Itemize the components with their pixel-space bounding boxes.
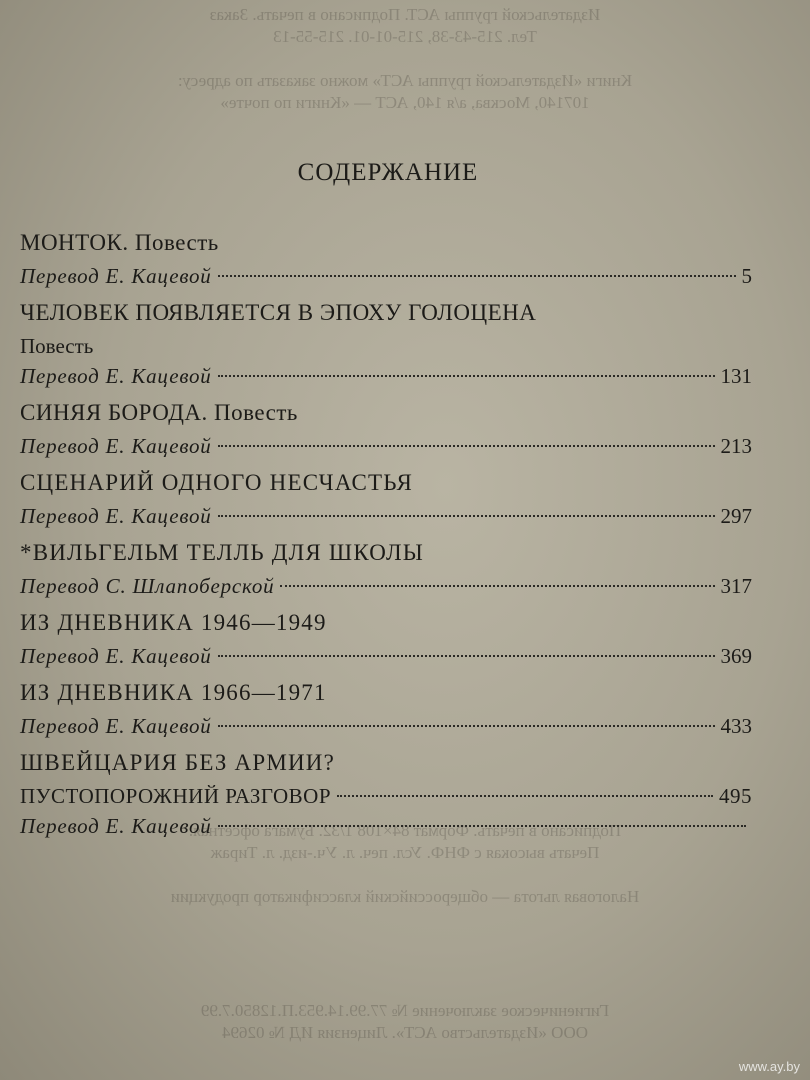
toc-entry-title: ШВЕЙЦАРИЯ БЕЗ АРМИИ? (20, 750, 336, 775)
toc-entry-line (20, 361, 752, 391)
toc-page-number: 369 (720, 644, 752, 668)
toc-entry-line (20, 811, 752, 841)
dot-leader (218, 275, 736, 277)
toc-page-number: 495 (719, 784, 752, 808)
toc-translator: Перевод Е. Кацевой (20, 264, 212, 288)
toc-entry-line (20, 571, 752, 601)
toc-translator: Перевод Е. Кацевой (20, 814, 212, 838)
toc-entry-montauk (20, 225, 752, 291)
toc-entry-title: СИНЯЯ БОРОДА. Повесть (20, 400, 298, 425)
toc-translator: Перевод Е. Кацевой (20, 504, 212, 528)
toc-page-number: 5 (741, 264, 752, 288)
dot-leader (218, 515, 715, 517)
bleed-through-middle: Подписано в печать. Формат 84×108 1/32. Бумага офсетная. Печать высокая с ФНФ. Усл. печ. л. Уч.-изд. л. Тираж Налоговая льгота — общероссийский классификатор продукции (170, 821, 640, 906)
dot-leader (337, 795, 713, 797)
toc-translator: Перевод Е. Кацевой (20, 364, 212, 388)
bleed-through-top: Издательской группы АСТ. Подписано в печать. Заказ Тел. 215-43-38, 215-01-01. 215-55-13 Книги «Издательской группы АСТ» можно заказать по адресу: 107140, Москва, а/я 140, АСТ — «Книги по почте» (177, 5, 633, 112)
toc-entry-subtitle: ПУСТОПОРОЖНИЙ РАЗГОВОР (20, 784, 332, 808)
dot-leader (218, 725, 715, 727)
dot-leader (218, 825, 746, 827)
page-title: СОДЕРЖАНИЕ (297, 158, 479, 186)
toc-translator: Перевод С. Шлапоберской (20, 574, 275, 598)
toc-entry-wilhelm-tell (20, 535, 752, 601)
toc-page-number: 433 (720, 714, 752, 738)
toc-entry-title: ЧЕЛОВЕК ПОЯВЛЯЕТСЯ В ЭПОХУ ГОЛОЦЕНА (20, 300, 537, 325)
watermark: www.ay.by (738, 1059, 800, 1074)
toc-entry-bluebeard (20, 395, 752, 461)
toc-entry-diary-1966 (20, 675, 752, 741)
toc-translator: Перевод Е. Кацевой (20, 714, 212, 738)
toc-entry-line (20, 431, 752, 461)
dot-leader (280, 585, 714, 587)
toc-entry-line (20, 711, 752, 741)
toc-translator: Перевод Е. Кацевой (20, 644, 212, 668)
toc-entry-holocene (20, 295, 752, 391)
toc-entry-line (20, 641, 752, 671)
table-of-contents (20, 225, 752, 845)
toc-entry-title: СЦЕНАРИЙ ОДНОГО НЕСЧАСТЬЯ (20, 470, 413, 495)
toc-translator: Перевод Е. Кацевой (20, 434, 212, 458)
toc-page-number: 131 (720, 364, 752, 388)
toc-entry-title: МОНТОК. Повесть (20, 230, 219, 255)
toc-entry-subtitle-line (20, 781, 752, 811)
toc-entry-misfortune (20, 465, 752, 531)
toc-entry-title: ИЗ ДНЕВНИКА 1946—1949 (20, 610, 327, 635)
toc-entry-switzerland (20, 745, 752, 841)
toc-entry-line (20, 261, 752, 291)
dot-leader (218, 445, 715, 447)
toc-entry-subtitle: Повесть (20, 334, 94, 358)
toc-entry-title: *ВИЛЬГЕЛЬМ ТЕЛЛЬ ДЛЯ ШКОЛЫ (20, 540, 425, 565)
toc-entry-title: ИЗ ДНЕВНИКА 1966—1971 (20, 680, 327, 705)
toc-page-number: 317 (720, 574, 752, 598)
toc-entry-diary-1946 (20, 605, 752, 671)
toc-page-number: 297 (720, 504, 752, 528)
toc-page-number: 213 (720, 434, 752, 458)
dot-leader (218, 375, 715, 377)
dot-leader (218, 655, 715, 657)
toc-entry-line (20, 501, 752, 531)
bleed-through-bottom: Гигиеническое заключение № 77.99.14.953.П.12850.7.99 ООО «Издательство АСТ». Лицензия ИД № 02694 (200, 1001, 610, 1042)
